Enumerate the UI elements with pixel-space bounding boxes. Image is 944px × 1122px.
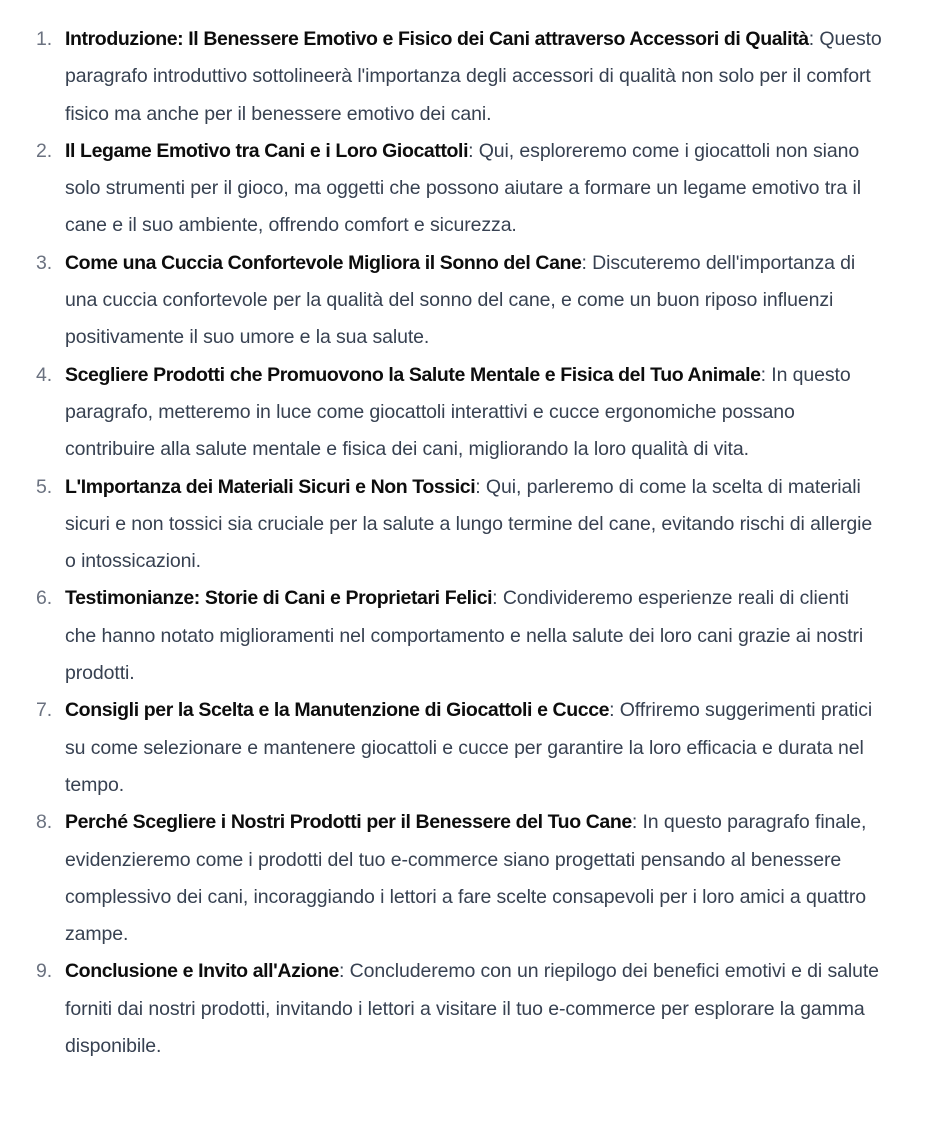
- list-item: [32, 692, 884, 804]
- item-description: Concluderemo con un riepilogo dei benefici emotivi e di salute forniti dai nostri prodotti, invitando i lettori a visitare il tuo e-commerce per esplorare la gamma disponibile.: [65, 960, 879, 1058]
- item-number: 8.: [36, 811, 53, 834]
- list-item: [32, 245, 884, 357]
- item-description: Questo paragrafo introduttivo sottolineerà l'importanza degli accessori di qualità non solo per il comfort fisico ma anche per il benessere emotivo dei cani.: [65, 28, 882, 125]
- list-item: [32, 953, 884, 1065]
- item-description: Condivideremo esperienze reali di clienti che hanno notato miglioramenti nel comportamento e nella salute dei loro cani grazie ai nostri prodotti.: [65, 587, 864, 685]
- item-title: Perché Scegliere i Nostri Prodotti per il Benessere del Tuo Cane: [65, 811, 632, 834]
- item-number: 5.: [36, 475, 53, 498]
- item-title: Testimonianze: Storie di Cani e Proprietari Felici: [65, 587, 493, 610]
- item-description: In questo paragrafo, metteremo in luce come giocattoli interattivi e cucce ergonomiche possano contribuire alla salute mentale e fisica dei cani, migliorando la loro qualità di vita.: [65, 363, 851, 461]
- list-item: [32, 21, 884, 133]
- item-title: Come una Cuccia Confortevole Migliora il Sonno del Cane: [65, 251, 582, 274]
- item-description: In questo paragrafo finale, evidenzieremo come i prodotti del tuo e-commerce siano progettati pensando al benessere complessivo dei cani, incoraggiando i lettori a fare scelte consapevoli per i loro amici a quattro zampe.: [65, 811, 867, 946]
- item-separator: :: [475, 475, 481, 498]
- item-separator: :: [631, 811, 638, 834]
- item-number: 4.: [36, 363, 53, 386]
- item-title: Scegliere Prodotti che Promuovono la Salute Mentale e Fisica del Tuo Animale: [65, 363, 761, 386]
- list-item: [32, 133, 884, 245]
- item-number: 2.: [36, 139, 53, 162]
- item-number: 1.: [36, 28, 53, 50]
- item-title: L'Importanza dei Materiali Sicuri e Non Tossici: [65, 475, 476, 498]
- item-separator: :: [492, 587, 498, 610]
- item-title: Il Legame Emotivo tra Cani e i Loro Giocattoli: [65, 139, 469, 162]
- item-separator: :: [760, 363, 766, 386]
- item-separator: :: [808, 28, 815, 50]
- item-description: Qui, esploreremo come i giocattoli non siano solo strumenti per il gioco, ma oggetti che possono aiutare a formare un legame emotivo tra il cane e il suo ambiente, offrendo comfort e sicurezza.: [65, 139, 861, 237]
- list-item: [32, 580, 884, 692]
- item-title: Introduzione: Il Benessere Emotivo e Fisico dei Cani attraverso Accessori di Qualità: [65, 28, 809, 50]
- item-number: 9.: [36, 960, 53, 983]
- item-title: Conclusione e Invito all'Azione: [65, 960, 339, 983]
- list-item: [32, 804, 884, 953]
- item-description: Discuteremo dell'importanza di una cuccia confortevole per la qualità del sonno del cane, e come un buon riposo influenzi positivamente il suo umore e la sua salute.: [65, 251, 856, 349]
- item-description: Qui, parleremo di come la scelta di materiali sicuri e non tossici sia cruciale per la salute a lungo termine del cane, evitando rischi di allergie o intossicazioni.: [65, 475, 873, 573]
- item-separator: :: [581, 251, 587, 274]
- item-description: Offriremo suggerimenti pratici su come selezionare e mantenere giocattoli e cucce per garantire la loro efficacia e durata nel tempo.: [65, 699, 873, 796]
- item-separator: :: [609, 699, 615, 722]
- item-separator: :: [468, 139, 474, 162]
- item-separator: :: [338, 960, 345, 983]
- article-outline-list: [32, 21, 884, 1065]
- item-title: Consigli per la Scelta e la Manutenzione di Giocattoli e Cucce: [65, 699, 610, 722]
- item-number: 3.: [36, 251, 53, 274]
- item-number: 7.: [36, 699, 53, 722]
- list-item: [32, 469, 884, 581]
- list-item: [32, 357, 884, 469]
- item-number: 6.: [36, 587, 53, 610]
